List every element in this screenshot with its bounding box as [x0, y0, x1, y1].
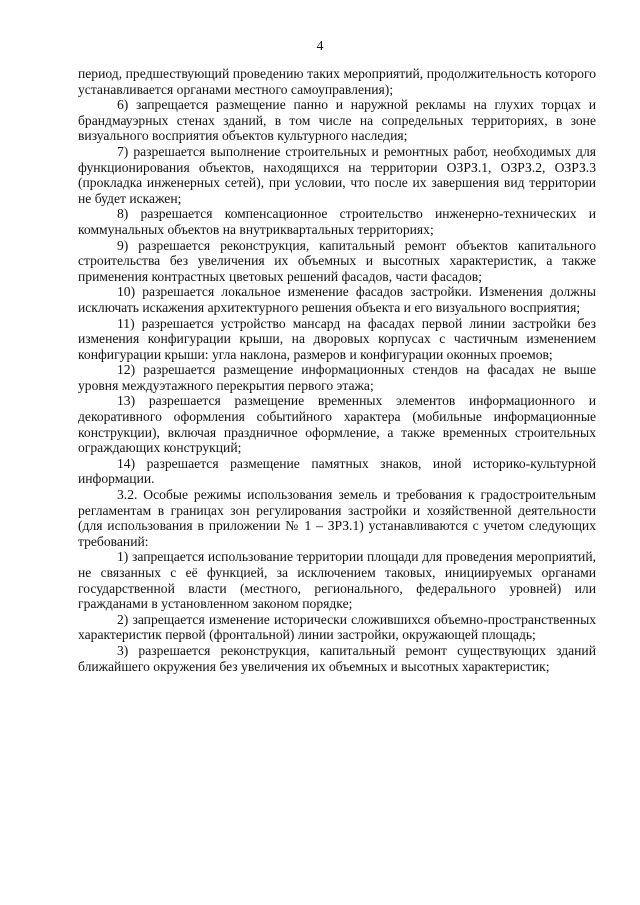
paragraph-item-11: 11) разрешается устройство мансард на фасадах первой линии застройки без изменения конфигурации крыши, на дворовых корпусах с частичным изменением конфигурации крыши: угла наклона, размеров и конфигурации оконных проемов;: [78, 315, 596, 362]
document-body: [78, 66, 596, 674]
paragraph-item-12: 12) разрешается размещение информационных стендов на фасадах не выше уровня междуэтажного перекрытия первого этажа;: [78, 362, 596, 393]
paragraph-item-10: 10) разрешается локальное изменение фасадов застройки. Изменения должны исключать искажения архитектурного решения объекта и его визуального восприятия;: [78, 284, 596, 315]
paragraph-item-7: 7) разрешается выполнение строительных и ремонтных работ, необходимых для функционирования объектов, находящихся на территории ОЗРЗ.1, ОЗРЗ.2, ОЗРЗ.3 (прокладка инженерных сетей), при условии, что после их завершения вид территории не будет искажен;: [78, 143, 596, 206]
paragraph-section-3-2: 3.2. Особые режимы использования земель и требования к градостроительным регламентам в границах зон регулирования застройки и хозяйственной деятельности (для использования в приложении № 1 – ЗРЗ.1) устанавливаются с учетом следующих требований:: [78, 487, 596, 549]
paragraph-item-14: 14) разрешается размещение памятных знаков, иной историко-культурной информации.: [78, 455, 596, 487]
paragraph-item-9: 9) разрешается реконструкция, капитальный ремонт объектов капитального строительства без увеличения их объемных и высотных характеристик, а также применения контрастных цветовых решений фасадов, части фасадов;: [78, 237, 596, 284]
page-number: 4: [316, 38, 324, 53]
paragraph-continuation: период, предшествующий проведению таких мероприятий, продолжительность которого устанавливается органами местного самоуправления);: [78, 66, 596, 97]
paragraph-item-13: 13) разрешается размещение временных элементов информационного и декоративного оформления событийного характера (мобильные информационные конструкции), включая праздничное оформление, а также временных строительных ограждающих конструкций;: [78, 393, 596, 456]
paragraph-zrz-item-1: 1) запрещается использование территории площади для проведения мероприятий, не связанных с её функцией, за исключением таковых, инициируемых органами государственной власти (местного, регионального, федерального уровней) или гражданами в установленном законом порядке;: [78, 549, 596, 612]
paragraph-item-8: 8) разрешается компенсационное строительство инженерно-технических и коммунальных объектов на внутриквартальных территориях;: [78, 206, 596, 237]
paragraph-item-6: 6) запрещается размещение панно и наружной рекламы на глухих торцах и брандмауэрных стенах зданий, в том числе на сопредельных территориях, в зоне визуального восприятия объектов культурного наследия;: [78, 97, 596, 144]
paragraph-zrz-item-3: 3) разрешается реконструкция, капитальный ремонт существующих зданий ближайшего окружения без увеличения их объемных и высотных характеристик;: [78, 642, 596, 674]
paragraph-zrz-item-2: 2) запрещается изменение исторически сложившихся объемно-пространственных характеристик первой (фронтальной) линии застройки, окружающей площадь;: [78, 611, 596, 643]
